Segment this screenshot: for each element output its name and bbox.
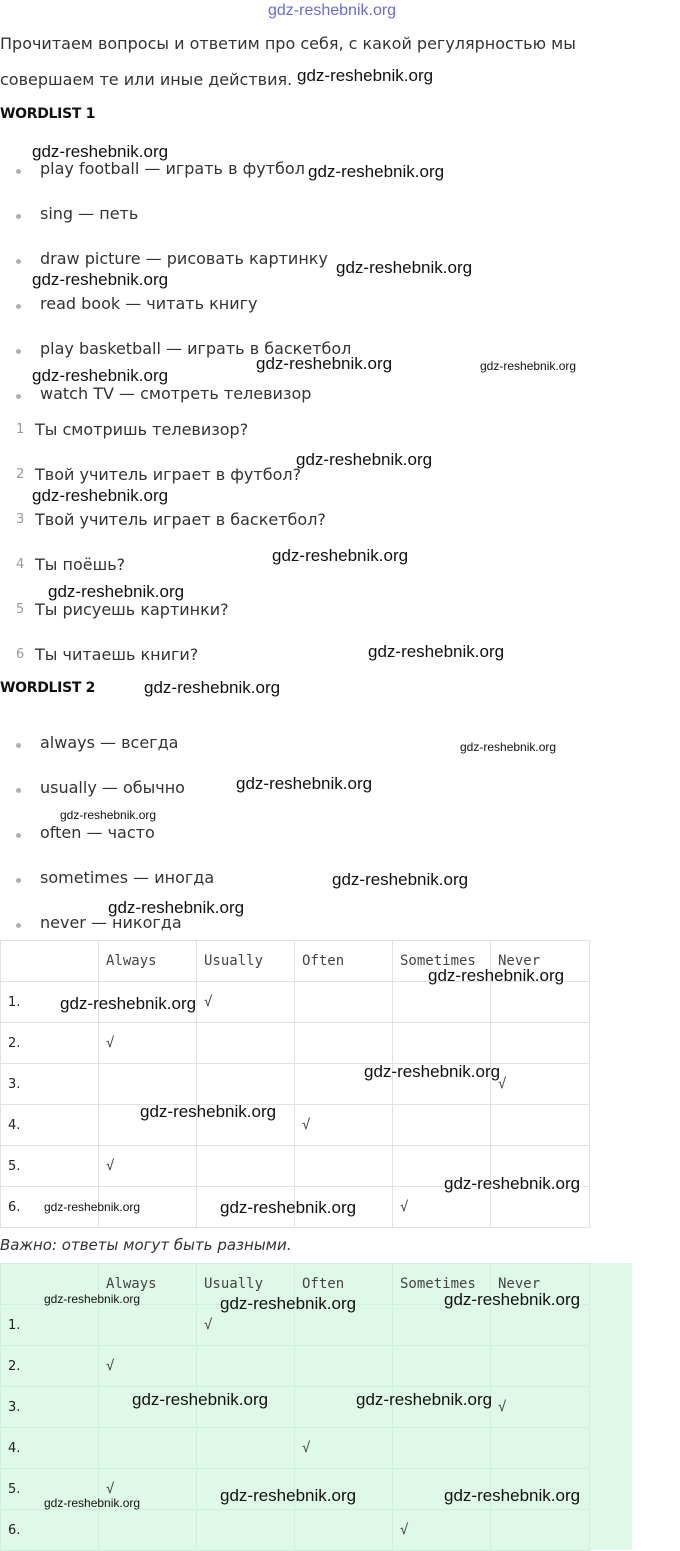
table-row — [1, 1064, 590, 1105]
table-cell — [393, 1023, 491, 1064]
table-cell: 5. — [1, 1146, 99, 1187]
table-header-cell: Never — [491, 941, 590, 982]
table-cell: √ — [99, 1469, 197, 1510]
bullet-icon — [16, 743, 21, 748]
table-cell — [99, 1510, 197, 1551]
watermark: gdz-reshebnik.org — [32, 486, 169, 505]
bullet-icon — [16, 259, 21, 264]
table-cell — [197, 1428, 295, 1469]
table-cell — [491, 1428, 590, 1469]
wordlist-2-item: always — всегда — [40, 733, 179, 752]
table-cell — [197, 1064, 295, 1105]
watermark: gdz-reshebnik.org — [368, 642, 505, 661]
note: Важно: ответы могут быть разными. — [0, 1236, 292, 1254]
question-text: Твой учитель играет в футбол? — [35, 465, 302, 484]
table-header-cell: Usually — [197, 1264, 295, 1305]
watermark: gdz-reshebnik.org — [236, 774, 373, 793]
watermark: gdz-reshebnik.org — [272, 546, 409, 565]
question-number: 6 — [16, 647, 25, 662]
bullet-icon — [16, 833, 21, 838]
table-cell — [393, 982, 491, 1023]
table-cell: √ — [197, 1305, 295, 1346]
table-cell: √ — [295, 1105, 393, 1146]
wordlist-2-item: usually — обычно — [40, 778, 185, 797]
table-cell — [491, 1105, 590, 1146]
wordlist-2-item: never — никогда — [40, 913, 182, 932]
question-text: Ты смотришь телевизор? — [35, 420, 249, 439]
table-cell — [295, 1346, 393, 1387]
table-cell: √ — [491, 1387, 590, 1428]
watermark: gdz-reshebnik.org — [336, 258, 473, 277]
table-cell — [295, 1023, 393, 1064]
watermark: gdz-reshebnik.org — [144, 678, 281, 697]
watermark: gdz-reshebnik.org — [444, 1290, 581, 1309]
bullet-icon — [16, 169, 21, 174]
table-cell — [491, 1510, 590, 1551]
table-cell: 4. — [1, 1428, 99, 1469]
wordlist-2-item: sometimes — иногда — [40, 868, 215, 887]
watermark: gdz-reshebnik.org — [444, 1174, 581, 1193]
table-cell — [295, 982, 393, 1023]
watermark: gdz-reshebnik.org — [32, 366, 169, 385]
table-cell: 5. — [1, 1469, 99, 1510]
table-cell — [197, 1023, 295, 1064]
wordlist-1-item: draw picture — рисовать картинку — [40, 249, 328, 268]
watermark: gdz-reshebnik.org — [44, 1200, 141, 1214]
table-row — [1, 1510, 590, 1551]
table-cell — [491, 1023, 590, 1064]
table-cell: 1. — [1, 982, 99, 1023]
table-cell: 4. — [1, 1105, 99, 1146]
wordlist-2-item: often — часто — [40, 823, 155, 842]
table-header-cell: Always — [99, 1264, 197, 1305]
watermark: gdz-reshebnik.org — [480, 359, 577, 373]
watermark: gdz-reshebnik.org — [220, 1294, 357, 1313]
question-number: 1 — [16, 422, 25, 437]
table-cell — [491, 1346, 590, 1387]
wordlist-1-item: sing — петь — [40, 204, 139, 223]
question-text: Твой учитель играет в баскетбол? — [35, 510, 326, 529]
table-cell — [393, 1346, 491, 1387]
table-cell: √ — [393, 1510, 491, 1551]
table-cell: √ — [197, 982, 295, 1023]
watermark: gdz-reshebnik.org — [332, 870, 469, 889]
table-cell — [197, 1146, 295, 1187]
question-text: Ты поёшь? — [35, 555, 126, 574]
bullet-icon — [16, 214, 21, 219]
watermark: gdz-reshebnik.org — [32, 270, 169, 289]
bullet-icon — [16, 923, 21, 928]
table-cell — [197, 1346, 295, 1387]
table-cell: √ — [393, 1187, 491, 1228]
table-header-cell: Sometimes — [393, 1264, 491, 1305]
watermark: gdz-reshebnik.org — [48, 582, 185, 601]
table-cell: √ — [99, 1346, 197, 1387]
table-row — [1, 1428, 590, 1469]
table-cell — [393, 1305, 491, 1346]
question-number: 2 — [16, 467, 25, 482]
bullet-icon — [16, 349, 21, 354]
table-row — [1, 1387, 590, 1428]
watermark: gdz-reshebnik.org — [444, 1486, 581, 1505]
watermark: gdz-reshebnik.org — [268, 2, 397, 19]
table-header-cell: Often — [295, 941, 393, 982]
table-cell: 2. — [1, 1346, 99, 1387]
table-cell: 6. — [1, 1510, 99, 1551]
intro-line-1: Прочитаем вопросы и ответим про себя, с какой регулярностью мы — [0, 34, 576, 53]
table-cell: √ — [491, 1064, 590, 1105]
question-text: Ты читаешь книги? — [35, 645, 199, 664]
table-header-cell: Always — [99, 941, 197, 982]
intro-line-2: совершаем те или иные действия. — [0, 70, 293, 89]
table-cell — [99, 1428, 197, 1469]
watermark: gdz-reshebnik.org — [356, 1390, 493, 1409]
table-row — [1, 1023, 590, 1064]
watermark: gdz-reshebnik.org — [60, 808, 157, 822]
watermark: gdz-reshebnik.org — [256, 354, 393, 373]
watermark: gdz-reshebnik.org — [220, 1198, 357, 1217]
table-header-cell: Usually — [197, 941, 295, 982]
table-cell — [197, 1510, 295, 1551]
question-number: 4 — [16, 557, 25, 572]
watermark: gdz-reshebnik.org — [220, 1486, 357, 1505]
bullet-icon — [16, 788, 21, 793]
wordlist-1-item: read book — читать книгу — [40, 294, 258, 313]
watermark: gdz-reshebnik.org — [364, 1062, 501, 1081]
wordlist-1-item: watch TV — смотреть телевизор — [40, 384, 312, 403]
watermark: gdz-reshebnik.org — [32, 142, 169, 161]
watermark: gdz-reshebnik.org — [140, 1102, 277, 1121]
table-cell — [99, 1064, 197, 1105]
table-header-cell: Sometimes — [393, 941, 491, 982]
table-header-cell: Often — [295, 1264, 393, 1305]
watermark: gdz-reshebnik.org — [308, 162, 445, 181]
table-cell — [295, 1146, 393, 1187]
bullet-icon — [16, 878, 21, 883]
table-cell — [295, 1510, 393, 1551]
watermark: gdz-reshebnik.org — [297, 66, 434, 85]
watermark: gdz-reshebnik.org — [428, 966, 565, 985]
bullet-icon — [16, 394, 21, 399]
watermark: gdz-reshebnik.org — [44, 1292, 141, 1306]
watermark: gdz-reshebnik.org — [460, 740, 557, 754]
table-cell: 3. — [1, 1064, 99, 1105]
wordlist-1-title: WORDLIST 1 — [0, 106, 96, 122]
watermark: gdz-reshebnik.org — [108, 898, 245, 917]
table-cell — [393, 1428, 491, 1469]
table-cell: √ — [99, 1023, 197, 1064]
table-cell — [491, 982, 590, 1023]
bullet-icon — [16, 304, 21, 309]
table-cell — [491, 1305, 590, 1346]
wordlist-1-item: play football — играть в футбол — [40, 159, 305, 178]
table-cell: √ — [99, 1146, 197, 1187]
table-cell — [99, 1305, 197, 1346]
table-cell: 6. — [1, 1187, 99, 1228]
wordlist-1-item: play basketball — играть в баскетбол — [40, 339, 352, 358]
table-cell: 2. — [1, 1023, 99, 1064]
watermark: gdz-reshebnik.org — [132, 1390, 269, 1409]
watermark: gdz-reshebnik.org — [44, 1496, 141, 1510]
table-header-cell: Never — [491, 1264, 590, 1305]
wordlist-2-title: WORDLIST 2 — [0, 680, 96, 696]
table-cell: √ — [295, 1428, 393, 1469]
question-text: Ты рисуешь картинки? — [35, 600, 229, 619]
table-header-cell — [1, 941, 99, 982]
table-row — [1, 1105, 590, 1146]
table-cell — [393, 1105, 491, 1146]
table-row — [1, 1346, 590, 1387]
table-cell: 3. — [1, 1387, 99, 1428]
question-number: 3 — [16, 512, 25, 527]
question-number: 5 — [16, 602, 25, 617]
watermark: gdz-reshebnik.org — [296, 450, 433, 469]
table-cell: 1. — [1, 1305, 99, 1346]
watermark: gdz-reshebnik.org — [60, 994, 197, 1013]
